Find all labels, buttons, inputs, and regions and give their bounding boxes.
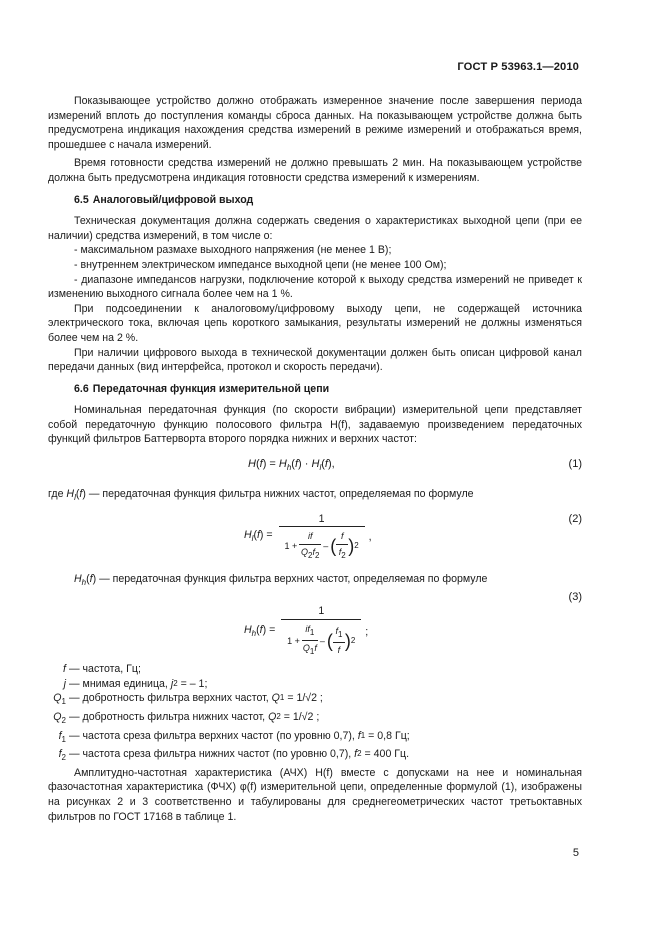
list-item: - максимальном размахе выходного напряжения (не менее 1 В); — [74, 244, 392, 257]
equation-number: (3) — [568, 591, 582, 604]
equation-number: (1) — [568, 458, 582, 471]
paragraph: $H_h(f)$ — передаточная функция фильтра верхних частот, определяемая по формуле — [74, 572, 488, 587]
equation-2 — [48, 506, 582, 572]
document-header: ГОСТ Р 53963.1—2010 — [457, 61, 579, 73]
equation-3-formula: $H_h(f)$ = 1 1 + if1 Q1f – ( f1 f ) 2 ; — [244, 605, 369, 657]
definition-row: j — мнимая единица, j 2 = – 1; — [63, 677, 208, 690]
definition-row: $f_1$ — частота среза фильтра верхних частот (по уровню 0,7), f 1 = 0,8 Гц; — [58, 729, 410, 744]
equation-number: (2) — [568, 512, 582, 525]
paragraph: Номинальная передаточная функция (по скорости вибрации) измерительной цепи представляет собой передаточную функцию полосового фильтра H(f), задаваемую произведением передаточных функций фильтров Баттерворта второго порядка нижних и верхних частот: — [48, 404, 582, 446]
paragraph: где $H_l(f)$ — передаточная функция фильтра нижних частот, определяемая по формуле — [48, 488, 474, 503]
definition-row: f — частота, Гц; — [63, 663, 141, 676]
section-heading-6-6: 6.6 Передаточная функция измерительной цепи — [74, 382, 330, 395]
equation-2-formula: $H_l(f)$ = 1 1 + if Q2f2 – ( f f2 ) 2 , — [244, 512, 372, 560]
paragraph: Время готовности средства измерений не должно превышать 2 мин. На показывающем устройстве должна быть предусмотрена индикация готовности средства измерений к измерениям. — [48, 157, 582, 184]
definitions-list — [48, 662, 582, 766]
paragraph: Показывающее устройство должно отображать измеренное значение после завершения периода измерений вплоть до поступления команды сброса данных. На показывающем устройстве должна быть предусмотрена индикация нахождения средства измерений в режиме измерений и отображаться время, прошедшее с начала измерений. — [48, 95, 582, 151]
paragraph: При подсоединении к аналоговому/цифровому выходу цепи, не содержащей источника электрического тока, включая цепь короткого замыкания, результаты измерений не должны изменяться более чем на 2 %. — [48, 302, 582, 344]
equation-1 — [48, 447, 582, 487]
list-item: - диапазоне импедансов нагрузки, подключение которой к выходу средства измерений не приведет к изменению выходного сигнала более чем на 1 %. — [48, 273, 582, 301]
list-item: - внутреннем электрическом импедансе выходной цепи (не менее 100 Ом); — [74, 258, 447, 271]
definition-row: $Q_2$ — добротность фильтра нижних частот, Q 2 = 1/√2 ; — [53, 711, 320, 726]
equation-1-formula: $H(f) = H_h(f) \cdot H_l(f)$, — [248, 458, 335, 473]
definition-row: $f_2$ — частота среза фильтра нижних частот (по уровню 0,7), f 2 = 400 Гц. — [58, 748, 410, 763]
paragraph: Амплитудно-частотная характеристика (АЧХ) H(f) вместе с допусками на нее и номинальная фазочастотная характеристика (ФЧХ) φ(f) измерительной цепи, определенные формулой (1), изображены на рисунках 2 и 3 соответственно и табулированы для среднегеометрических частот третьоктавных фильтров по ГОСТ 17168 в таблице 1. — [48, 766, 582, 823]
document-body — [48, 94, 582, 824]
equation-3 — [48, 590, 582, 660]
paragraph: При наличии цифрового выхода в технической документации должен быть описан цифровой канал передачи данных (вид интерфейса, протокол и скорость передачи). — [48, 346, 582, 374]
section-heading-6-5: 6.5 Аналоговый/цифровой выход — [74, 193, 254, 206]
definition-row: $Q_1$ — добротность фильтра верхних частот, Q 1 = 1/√2 ; — [53, 692, 323, 707]
page-number: 5 — [572, 847, 579, 859]
paragraph: Техническая документация должна содержать сведения о характеристиках выходной цепи (при ее наличии) средства измерений, в том числе о: — [48, 215, 582, 242]
